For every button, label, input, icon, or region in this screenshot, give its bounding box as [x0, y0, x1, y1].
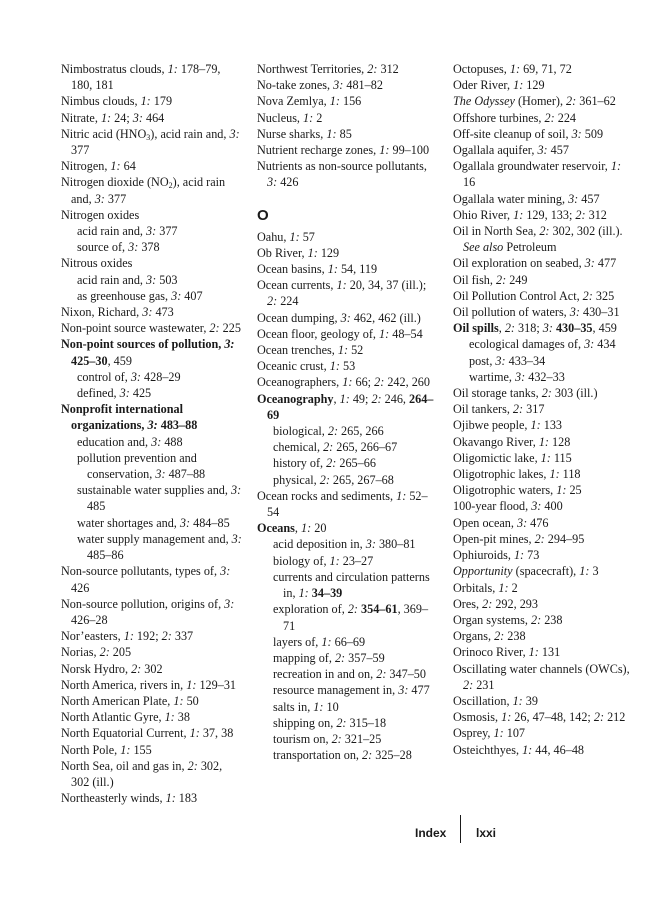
index-letter-heading: O	[257, 206, 269, 224]
index-entry: Ocean floor, geology of, 1: 48–54	[257, 326, 423, 341]
index-entry: Oligotrophic waters, 1: 25	[453, 483, 582, 498]
index-entry: Nova Zemlya, 1: 156	[257, 94, 362, 109]
index-subentry: biology of, 1: 23–27	[273, 553, 374, 568]
index-entry: Oil in North Sea, 2: 302, 302 (ill.). See also Petroleum	[453, 224, 623, 255]
index-entry: North Atlantic Gyre, 1: 38	[61, 710, 190, 725]
index-subentry: acid deposition in, 3: 380–81	[273, 537, 416, 552]
index-entry: Ocean trenches, 1: 52	[257, 343, 364, 358]
index-entry: Nutrients as non-source pollutants, 3: 426	[257, 159, 427, 190]
index-entry: Ocean basins, 1: 54, 119	[257, 262, 378, 277]
index-entry: Osmosis, 1: 26, 47–48, 142; 2: 212	[453, 710, 626, 725]
index-entry: Oil fish, 2: 249	[453, 272, 528, 287]
index-entry: Oil pollution of waters, 3: 430–31	[453, 305, 620, 320]
index-entry: Nitrogen dioxide $(NO_2)$, acid rain and, 3: 377	[61, 175, 226, 206]
index-entry: Okavango River, 1: 128	[453, 434, 571, 449]
index-subentry: shipping on, 2: 315–18	[273, 715, 387, 730]
index-entry: Osprey, 1: 107	[453, 726, 525, 741]
index-entry: Oil spills, 2: 318; 3: 430–35, 459	[453, 321, 617, 336]
index-entry: Nitrogen, 1: 64	[61, 159, 136, 174]
index-subentry: resource management in, 3: 477	[273, 683, 430, 698]
index-entry: Oceanic crust, 1: 53	[257, 359, 356, 374]
footer-divider	[460, 815, 461, 843]
index-entry: Open ocean, 3: 476	[453, 515, 549, 530]
index-entry: Octopuses, 1: 69, 71, 72	[453, 62, 572, 76]
index-subentry: currents and circulation patterns in, 1: 34–39	[273, 569, 430, 601]
index-entry: Offshore turbines, 2: 224	[453, 110, 576, 125]
index-subentry: water supply management and, 3: 485–86	[77, 531, 242, 563]
index-subentry: control of, 3: 428–29	[77, 369, 181, 384]
index-entry: Ophiuroids, 1: 73	[453, 548, 540, 563]
index-column-2	[257, 61, 437, 763]
index-entry: No-take zones, 3: 481–82	[257, 78, 383, 93]
footer-page-number: lxxi	[476, 826, 497, 840]
footer-section-label: Index	[415, 826, 447, 840]
index-entry: Non-point sources of pollution, 3: 425–30, 459	[61, 337, 235, 368]
index-entry: North Pole, 1: 155	[61, 742, 152, 757]
index-entry: Oder River, 1: 129	[453, 78, 545, 93]
index-subentry: post, 3: 433–34	[469, 353, 546, 368]
index-entry: Nimbostratus clouds, 1: 178–79, 180, 181	[61, 62, 221, 93]
index-subentry: physical, 2: 265, 267–68	[273, 472, 394, 487]
index-entry: North Sea, oil and gas in, 2: 302, 302 (ill.)	[61, 758, 223, 789]
index-entry: Northeasterly winds, 1: 183	[61, 791, 198, 806]
index-entry: Oscillation, 1: 39	[453, 693, 538, 708]
index-subentry: tourism on, 2: 321–25	[273, 731, 382, 746]
index-subentry: mapping of, 2: 357–59	[273, 650, 385, 665]
index-entry: North America, rivers in, 1: 129–31	[61, 677, 236, 692]
index-entry: Nimbus clouds, 1: 179	[61, 94, 173, 109]
index-subentry: acid rain and, 3: 503	[77, 272, 178, 287]
index-subentry: water shortages and, 3: 484–85	[77, 515, 230, 530]
index-entry: Ocean rocks and sediments, 1: 52–54	[257, 488, 428, 520]
index-entry: Ocean dumping, 3: 462, 462 (ill.)	[257, 310, 421, 325]
index-entry: Open-pit mines, 2: 294–95	[453, 531, 585, 546]
index-column-1	[61, 61, 243, 806]
index-subentry: ecological damages of, 3: 434	[469, 337, 616, 352]
index-entry: Organs, 2: 238	[453, 629, 526, 644]
index-entry: Oil exploration on seabed, 3: 477	[453, 256, 617, 271]
index-entry: Non-point source wastewater, 2: 225	[61, 321, 241, 336]
index-entry: Nitrous oxides	[61, 256, 133, 271]
index-entry: Norsk Hydro, 2: 302	[61, 661, 163, 676]
index-entry: Northwest Territories, 2: 312	[257, 62, 399, 76]
index-subentry: source of, 3: 378	[77, 240, 160, 255]
index-entry: Nucleus, 1: 2	[257, 110, 323, 125]
index-entry: Oceanographers, 1: 66; 2: 242, 260	[257, 375, 430, 390]
index-entry: Ohio River, 1: 129, 133; 2: 312	[453, 207, 607, 222]
index-entry: Oahu, 1: 57	[257, 229, 315, 244]
index-entry: Ogallala groundwater reservoir, 1: 16	[453, 159, 622, 190]
index-subentry: pollution prevention and conservation, 3: 487–88	[77, 450, 206, 482]
index-entry: Oligomictic lake, 1: 115	[453, 450, 572, 465]
index-entry: Osteichthyes, 1: 44, 46–48	[453, 742, 585, 757]
index-subentry: chemical, 2: 265, 266–67	[273, 440, 398, 455]
index-entry: Ojibwe people, 1: 133	[453, 418, 562, 433]
index-subentry: acid rain and, 3: 377	[77, 224, 178, 239]
index-entry: Nutrient recharge zones, 1: 99–100	[257, 143, 430, 158]
index-entry: Ogallala water mining, 3: 457	[453, 191, 600, 206]
index-entry: Nonprofit international organizations, 3: 483–88	[61, 402, 198, 433]
index-subentry: history of, 2: 265–66	[273, 456, 376, 471]
index-entry: Ocean currents, 1: 20, 34, 37 (ill.); 2: 224	[257, 278, 427, 309]
index-entry: North American Plate, 1: 50	[61, 693, 199, 708]
index-entry: Nitric acid $(HNO_3)$, acid rain and, 3: 377	[61, 126, 240, 158]
index-entry: Oil tankers, 2: 317	[453, 402, 545, 417]
index-subentry: biological, 2: 265, 266	[273, 424, 384, 439]
index-entry: Non-source pollutants, types of, 3: 426	[61, 564, 231, 595]
index-entry: Oceanography, 1: 49; 2: 246, 264–69	[257, 391, 434, 422]
index-column-3	[453, 61, 635, 758]
index-entry: Nixon, Richard, 3: 473	[61, 305, 174, 320]
index-subentry: exploration of, 2: 354–61, 369–71	[273, 602, 429, 633]
index-entry: Nitrogen oxides	[61, 207, 140, 222]
index-subentry: transportation on, 2: 325–28	[273, 748, 412, 763]
index-entry: Orbitals, 1: 2	[453, 580, 518, 595]
index-entry: Norias, 2: 205	[61, 645, 132, 660]
index-entry: Non-source pollution, origins of, 3: 426–28	[61, 596, 235, 627]
index-entry: Oscillating water channels (OWCs), 2: 231	[453, 661, 630, 692]
index-subentry: salts in, 1: 10	[273, 699, 339, 714]
index-entry: Oligotrophic lakes, 1: 118	[453, 467, 581, 482]
index-entry: North Equatorial Current, 1: 37, 38	[61, 726, 234, 741]
index-entry: 100-year flood, 3: 400	[453, 499, 563, 514]
index-entry: Oil storage tanks, 2: 303 (ill.)	[453, 386, 598, 401]
index-entry: The Odyssey (Homer), 2: 361–62	[453, 94, 616, 109]
index-subentry: recreation in and on, 2: 347–50	[273, 667, 426, 682]
index-subentry: layers of, 1: 66–69	[273, 634, 366, 649]
index-entry: Opportunity (spacecraft), 1: 3	[453, 564, 599, 579]
index-subentry: as greenhouse gas, 3: 407	[77, 288, 203, 303]
index-entry: Oceans, 1: 20	[257, 521, 327, 536]
index-subentry: wartime, 3: 432–33	[469, 369, 565, 384]
index-entry: Nitrate, 1: 24; 3: 464	[61, 110, 165, 125]
index-entry: Nor’easters, 1: 192; 2: 337	[61, 629, 194, 644]
index-subentry: defined, 3: 425	[77, 386, 152, 401]
index-entry: Ob River, 1: 129	[257, 245, 340, 260]
index-entry: Oil Pollution Control Act, 2: 325	[453, 288, 615, 303]
index-subentry: education and, 3: 488	[77, 434, 183, 449]
index-entry: Ores, 2: 292, 293	[453, 596, 538, 611]
index-subentry: sustainable water supplies and, 3: 485	[77, 483, 242, 514]
index-entry: Orinoco River, 1: 131	[453, 645, 561, 660]
index-entry: Organ systems, 2: 238	[453, 612, 563, 627]
index-entry: Off-site cleanup of soil, 3: 509	[453, 126, 604, 141]
index-entry: Ogallala aquifer, 3: 457	[453, 143, 569, 158]
index-entry: Nurse sharks, 1: 85	[257, 126, 352, 141]
